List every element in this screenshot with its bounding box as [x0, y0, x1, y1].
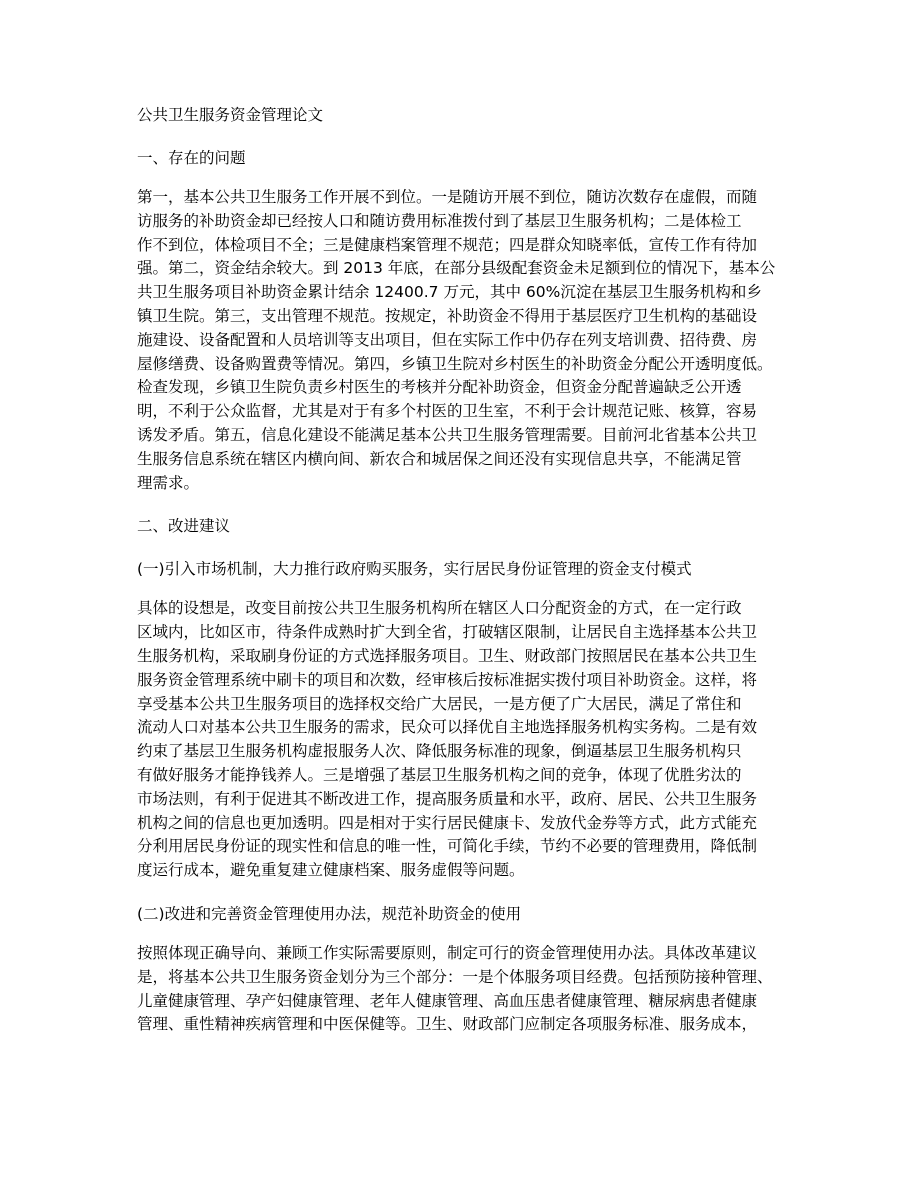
paragraph-line: 服务资金管理系统中刷卡的项目和次数，经审核后按标准据实拨付项目补助资金。这样，将	[137, 670, 758, 689]
subsection-heading-market-mechanism: (一)引入市场机制，大力推行政府购买服务，实行居民身份证管理的资金支付模式	[137, 560, 692, 579]
paragraph-line: 度运行成本，避免重复建立健康档案、服务虚假等问题。	[137, 861, 525, 880]
paragraph-line: 市场法则，有利于促进其不断改进工作，提高服务质量和水平，政府、居民、公共卫生服务	[137, 789, 758, 808]
paragraph-line: 享受基本公共卫生服务项目的选择权交给广大居民，一是方便了广大居民，满足了常住和	[137, 694, 742, 713]
paragraph-line: 强。第二，资金结余较大。到 2013 年底，在部分县级配套资金未足额到位的情况下，基本公	[137, 259, 776, 278]
document-title: 公共卫生服务资金管理论文	[137, 106, 324, 124]
subsection-heading-fund-management: (二)改进和完善资金管理使用办法，规范补助资金的使用	[137, 904, 522, 923]
paragraph-line: 儿童健康管理、孕产妇健康管理、老年人健康管理、高血压患者健康管理、糖尿病患者健康	[137, 991, 758, 1010]
paragraph-line: 第一，基本公共卫生服务工作开展不到位。一是随访开展不到位，随访次数存在虚假，而随	[137, 188, 758, 206]
paragraph-market-mechanism	[137, 597, 773, 883]
paragraph-line: 作不到位，体检项目不全；三是健康档案管理不规范；四是群众知晓率低，宣传工作有待加	[137, 235, 758, 254]
paragraph-line: 共卫生服务项目补助资金累计结余 12400.7 万元，其中 60%沉淀在基层卫生服务机构和乡	[137, 283, 762, 302]
paragraph-line: 诱发矛盾。第五，信息化建设不能满足基本公共卫生服务管理需要。目前河北省基本公共卫	[137, 425, 758, 444]
paragraph-line: 流动人口对基本公共卫生服务的需求，民众可以择优自主地选择服务机构实务构。二是有效	[137, 718, 758, 737]
paragraph-line: 施建设、设备配置和人员培训等支出项目，但在实际工作中仍存在列支培训费、招待费、房	[137, 330, 758, 349]
paragraph-line: 检查发现，乡镇卫生院负责乡村医生的考核并分配补助资金，但资金分配普遍缺乏公开透	[137, 378, 742, 397]
paragraph-line: 机构之间的信息也更加透明。四是相对于实行居民健康卡、发放代金券等方式，此方式能充	[137, 813, 758, 832]
paragraph-line: 生服务信息系统在辖区内横向间、新农合和城居保之间还没有实现信息共享，不能满足管	[137, 449, 742, 468]
paragraph-fund-management	[137, 942, 773, 1037]
paragraph-line: 有做好服务才能挣钱养人。三是增强了基层卫生服务机构之间的竞争，体现了优胜劣汰的	[137, 765, 742, 784]
paragraph-line: 具体的设想是，改变目前按公共卫生服务机构所在辖区人口分配资金的方式，在一定行政	[137, 599, 742, 618]
paragraph-line: 分利用居民身份证的现实性和信息的唯一性，可简化手续，节约不必要的管理费用，降低制	[137, 837, 758, 856]
paragraph-line: 管理、重性精神疾病管理和中医保健等。卫生、财政部门应制定各项服务标准、服务成本，	[137, 1015, 758, 1034]
paragraph-line: 访服务的补助资金却已经按人口和随访费用标准拨付到了基层卫生服务机构；二是体检工	[137, 211, 742, 230]
document-page	[137, 100, 776, 1037]
paragraph-line: 屋修缮费、设备购置费等情况。第四，乡镇卫生院对乡村医生的补助资金分配公开透明度低。	[137, 354, 773, 373]
paragraph-line: 生服务机构，采取刷身份证的方式选择服务项目。卫生、财政部门按照居民在基本公共卫生	[137, 646, 758, 665]
paragraph-line: 约束了基层卫生服务机构虚报服务人次、降低服务标准的现象，倒逼基层卫生服务机构只	[137, 742, 742, 761]
paragraph-problems	[137, 186, 776, 495]
paragraph-line: 明，不利于公众监督，尤其是对于有多个村医的卫生室，不利于会计规范记账、核算，容易	[137, 402, 758, 421]
paragraph-line: 区域内，比如区市，待条件成熟时扩大到全省，打破辖区限制，让居民自主选择基本公共卫	[137, 623, 758, 642]
paragraph-line: 镇卫生院。第三，支出管理不规范。按规定，补助资金不得用于基层医疗卫生机构的基础设	[137, 306, 758, 325]
section-heading-suggestions: 二、改进建议	[137, 517, 231, 536]
section-heading-problems: 一、存在的问题	[137, 149, 246, 167]
paragraph-line: 理需求。	[137, 473, 200, 492]
paragraph-line: 按照体现正确导向、兼顾工作实际需要原则，制定可行的资金管理使用办法。具体改革建议	[137, 943, 758, 962]
paragraph-line: 是，将基本公共卫生服务资金划分为三个部分：一是个体服务项目经费。包括预防接种管理、	[137, 967, 773, 986]
